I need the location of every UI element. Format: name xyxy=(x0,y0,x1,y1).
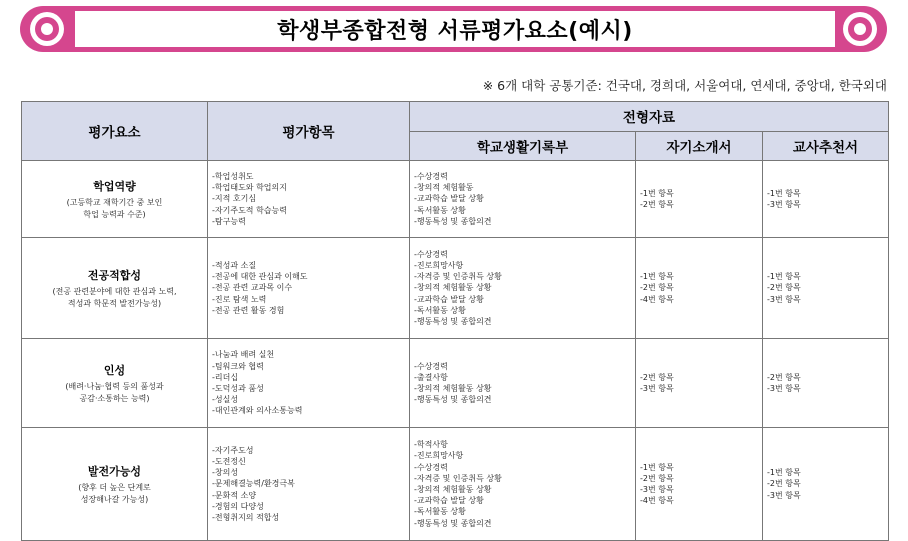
record-item: -독서활동 상황 xyxy=(414,205,466,215)
table-row xyxy=(22,238,889,339)
recommend-item-cell xyxy=(763,339,889,428)
evaluation-item: -리더십 xyxy=(212,372,239,382)
evaluation-item-cell xyxy=(208,339,410,428)
evaluation-item: -창의성 xyxy=(212,468,239,478)
evaluation-element-cell xyxy=(22,339,208,428)
self-intro-item: -3번 항목 xyxy=(640,485,674,494)
evaluation-item: -문제해결능력/환경극복 xyxy=(212,479,295,489)
evaluation-item: -전형취지의 적합성 xyxy=(212,513,280,522)
record-item: -수상경력 xyxy=(414,361,448,371)
evaluation-item: -자기주도적 학습능력 xyxy=(212,205,287,215)
element-name: 인성 xyxy=(103,363,126,377)
element-description: 적성과 학문적 발전가능성) xyxy=(67,298,162,308)
record-item: -독서활동 상황 xyxy=(414,305,466,315)
evaluation-element-cell xyxy=(22,161,208,238)
evaluation-element-cell xyxy=(22,428,208,541)
record-item: -진로희망사항 xyxy=(414,451,464,461)
self-intro-item-cell xyxy=(636,161,763,238)
evaluation-item: -경험의 다양성 xyxy=(212,501,264,511)
record-item: -교과학습 발달 상황 xyxy=(414,194,484,204)
record-item: -자격증 및 인증취득 상황 xyxy=(414,272,502,282)
recommend-item: -2번 항목 xyxy=(767,372,801,382)
table-row xyxy=(22,339,889,428)
self-intro-item: -2번 항목 xyxy=(640,283,674,293)
evaluation-item: -대인관계와 의사소통능력 xyxy=(212,406,303,416)
recommend-item-cell xyxy=(763,428,889,541)
record-item: -교과학습 발달 상황 xyxy=(414,294,484,304)
header-recommend: 교사추천서 xyxy=(763,131,889,161)
evaluation-item: -성실성 xyxy=(212,395,239,405)
evaluation-item-cell xyxy=(208,238,410,339)
element-description: 성장해나갈 가능성) xyxy=(80,494,149,504)
record-item: -행동특성 및 종합의견 xyxy=(414,216,492,226)
header-element: 평가요소 xyxy=(22,102,208,161)
evaluation-item: -적성과 소질 xyxy=(212,260,257,270)
self-intro-item-cell xyxy=(636,428,763,541)
recommend-item: -3번 항목 xyxy=(767,200,801,209)
self-intro-item: -2번 항목 xyxy=(640,372,674,382)
element-description: (고등학교 재학기간 중 보인 xyxy=(66,197,163,207)
self-intro-item: -1번 항목 xyxy=(640,462,674,472)
record-item: -출결사항 xyxy=(414,372,448,382)
ring-left-icon xyxy=(30,12,64,46)
element-description: (전공 관련분야에 대한 관심과 노력, xyxy=(52,286,177,296)
self-intro-item: -1번 항목 xyxy=(640,188,674,198)
self-intro-item: -2번 항목 xyxy=(640,200,674,209)
recommend-item: -3번 항목 xyxy=(767,384,801,393)
evaluation-item: -자기주도성 xyxy=(212,445,254,455)
self-intro-item: -4번 항목 xyxy=(640,496,674,506)
recommend-item: -3번 항목 xyxy=(767,490,801,500)
recommend-item: -1번 항목 xyxy=(767,188,801,198)
page-title: 학생부종합전형 서류평가요소(예시) xyxy=(75,11,835,47)
recommend-item: -1번 항목 xyxy=(767,272,801,282)
recommend-item-cell xyxy=(763,161,889,238)
evaluation-item: -도전정신 xyxy=(212,456,246,466)
evaluation-item: -탐구능력 xyxy=(212,216,246,226)
element-description: (향후 더 높은 단계로 xyxy=(78,482,151,492)
record-item-cell xyxy=(410,161,636,238)
record-item: -독서활동 상황 xyxy=(414,507,466,517)
self-intro-item-cell xyxy=(636,339,763,428)
evaluation-item: -전공에 대한 관심과 이해도 xyxy=(212,272,308,282)
evaluation-item: -도덕성과 품성 xyxy=(212,384,264,393)
evaluation-item-cell xyxy=(208,428,410,541)
record-item: -수상경력 xyxy=(414,249,448,259)
record-item-cell xyxy=(410,238,636,339)
element-description: 학업 능력과 수준) xyxy=(83,209,146,219)
evaluation-item: -학업태도와 학업의지 xyxy=(212,183,287,193)
self-intro-item: -4번 항목 xyxy=(640,294,674,304)
header-record: 학교생활기록부 xyxy=(410,131,636,161)
recommend-item-cell xyxy=(763,238,889,339)
common-criteria-note: ※ 6개 대학 공통기준: 건국대, 경희대, 서울여대, 연세대, 중앙대, 한국외대 xyxy=(482,78,887,93)
recommend-item: -2번 항목 xyxy=(767,479,801,489)
record-item: -자격증 및 인증취득 상황 xyxy=(414,473,502,483)
evaluation-item: -팀워크와 협력 xyxy=(212,361,264,371)
recommend-item: -2번 항목 xyxy=(767,283,801,293)
evaluation-item: -나눔과 배려 실천 xyxy=(212,350,275,360)
recommend-item: -1번 항목 xyxy=(767,468,801,478)
self-intro-item: -3번 항목 xyxy=(640,384,674,393)
element-description: (배려·나눔·협력 등의 품성과 xyxy=(65,381,164,391)
record-item: -수상경력 xyxy=(414,171,448,181)
self-intro-item-cell xyxy=(636,238,763,339)
record-item-cell xyxy=(410,339,636,428)
evaluation-item: -문화적 소양 xyxy=(212,490,257,500)
title-banner xyxy=(20,6,887,52)
record-item-cell xyxy=(410,428,636,541)
header-self-intro: 자기소개서 xyxy=(636,131,763,161)
record-item: -수상경력 xyxy=(414,462,448,472)
evaluation-item: -지적 호기심 xyxy=(212,194,257,204)
element-name: 전공적합성 xyxy=(87,268,142,282)
record-item: -창의적 체험활동 상황 xyxy=(414,485,492,494)
element-name: 학업역량 xyxy=(93,179,136,193)
evaluation-item-cell xyxy=(208,161,410,238)
record-item: -행동특성 및 종합의견 xyxy=(414,395,492,405)
record-item: -진로희망사항 xyxy=(414,260,464,270)
record-item: -창의적 체험활동 xyxy=(414,183,474,193)
recommend-item: -3번 항목 xyxy=(767,294,801,304)
evaluation-item: -진로 탐색 노력 xyxy=(212,294,267,304)
evaluation-table xyxy=(21,101,889,541)
evaluation-item: -전공 관련 교과목 이수 xyxy=(212,283,293,293)
header-items: 평가항목 xyxy=(208,102,410,161)
self-intro-item: -2번 항목 xyxy=(640,473,674,483)
record-item: -행동특성 및 종합의견 xyxy=(414,317,492,326)
table-row xyxy=(22,428,889,541)
record-item: -창의적 체험활동 상황 xyxy=(414,384,492,393)
header-materials: 전형자료 xyxy=(410,102,889,132)
element-description: 공감·소통하는 능력) xyxy=(79,393,150,403)
record-item: -창의적 체험활동 상황 xyxy=(414,283,492,293)
table-row xyxy=(22,161,889,238)
self-intro-item: -1번 항목 xyxy=(640,272,674,282)
record-item: -행동특성 및 종합의견 xyxy=(414,518,492,528)
record-item: -교과학습 발달 상황 xyxy=(414,496,484,506)
evaluation-item: -학업성취도 xyxy=(212,171,254,181)
evaluation-item: -전공 관련 활동 경험 xyxy=(212,305,285,315)
evaluation-element-cell xyxy=(22,238,208,339)
ring-right-icon xyxy=(843,12,877,46)
element-name: 발전가능성 xyxy=(87,464,142,478)
record-item: -학적사항 xyxy=(414,440,448,450)
